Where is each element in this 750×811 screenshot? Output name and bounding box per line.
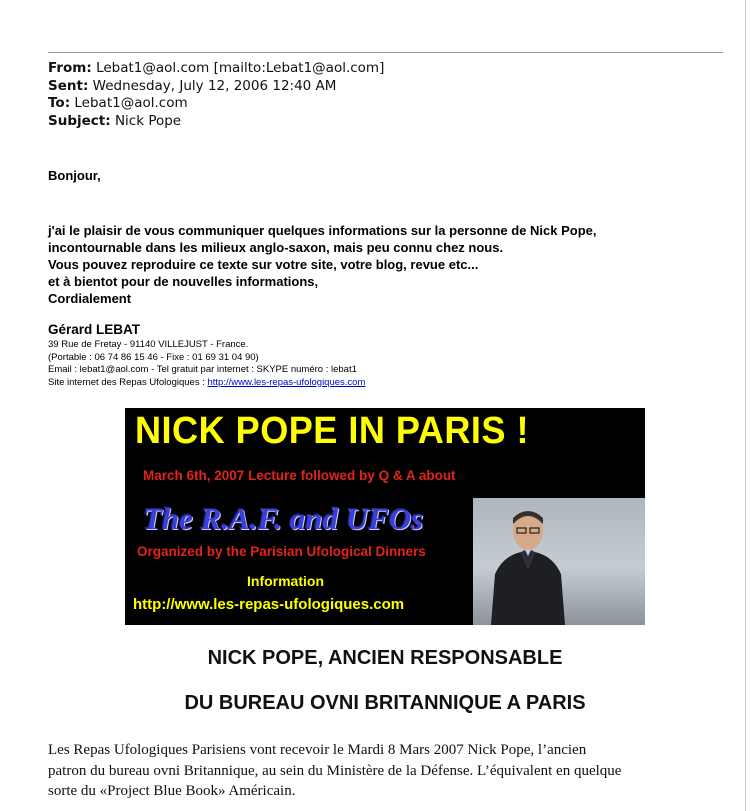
signature-address: 39 Rue de Fretay - 91140 VILLEJUST - France. (48, 339, 249, 350)
banner-info-label: Information (247, 573, 324, 589)
subject-label: Subject: (48, 112, 111, 129)
sent-label: Sent: (48, 77, 89, 94)
message-line: j'ai le plaisir de vous communiquer quelques informations sur la personne de Nick Pope, (48, 223, 597, 238)
from-label: From: (48, 60, 92, 76)
banner-title: NICK POPE IN PARIS ! (135, 410, 529, 452)
banner-photo (473, 498, 645, 625)
message-body (48, 222, 597, 307)
article-body (48, 740, 738, 802)
to-label: To: (48, 95, 71, 111)
to-row (48, 95, 384, 113)
banner-url: http://www.les-repas-ufologiques.com (133, 596, 405, 613)
sent-row (48, 78, 384, 96)
sent-value: Wednesday, July 12, 2006 12:40 AM (92, 77, 337, 94)
from-value: Lebat1@aol.com [mailto:Lebat1@aol.com] (96, 60, 385, 76)
to-value: Lebat1@aol.com (74, 95, 188, 111)
signature-site-link[interactable]: http://www.les-repas-ufologiques.com (207, 376, 366, 388)
speaker-portrait-icon (491, 504, 565, 625)
banner-topic: The R.A.F. and UFOs (143, 501, 424, 536)
event-banner (125, 408, 645, 625)
message-line: incontournable dans les milieux anglo-saxon, mais peu connu chez nous. (48, 240, 504, 255)
message-line: Vous pouvez reproduire ce texte sur votre site, votre blog, revue etc... (48, 257, 479, 272)
subject-row (48, 113, 384, 131)
header-divider (48, 52, 723, 53)
signature-phones: (Portable : 06 74 86 15 46 - Fixe : 01 69 31 04 90) (48, 351, 259, 363)
banner-organizer: Organized by the Parisian Ufological Dinners (137, 544, 426, 559)
article-line: patron du bureau ovni Britannique, au sein du Ministère de la Défense. L’équivalent en quelque (48, 762, 622, 779)
headline-line-1: NICK POPE, ANCIEN RESPONSABLE (207, 647, 563, 669)
page-edge (745, 0, 746, 811)
banner-subtitle: March 6th, 2007 Lecture followed by Q & A about (143, 468, 456, 483)
headline-line-2: DU BUREAU OVNI BRITANNIQUE A PARIS (184, 692, 586, 714)
article-line: sorte du «Project Blue Book» Américain. (48, 783, 296, 799)
article-line: Les Repas Ufologiques Parisiens vont recevoir le Mardi 8 Mars 2007 Nick Pope, l’ancien (48, 742, 587, 758)
from-row (48, 60, 384, 78)
subject-value: Nick Pope (114, 112, 182, 129)
email-header (48, 60, 384, 130)
signature-name: Gérard LEBAT (48, 322, 141, 337)
signature-email: Email : lebat1@aol.com - Tel gratuit par internet : SKYPE numéro : lebat1 (48, 364, 357, 376)
signature-site (48, 377, 365, 390)
signature-block (48, 339, 365, 389)
message-line: Cordialement (48, 291, 132, 306)
signature-site-prefix: Site internet des Repas Ufologiques : (48, 376, 208, 388)
message-line: et à bientot pour de nouvelles informations, (48, 274, 319, 289)
greeting: Bonjour, (48, 168, 101, 183)
